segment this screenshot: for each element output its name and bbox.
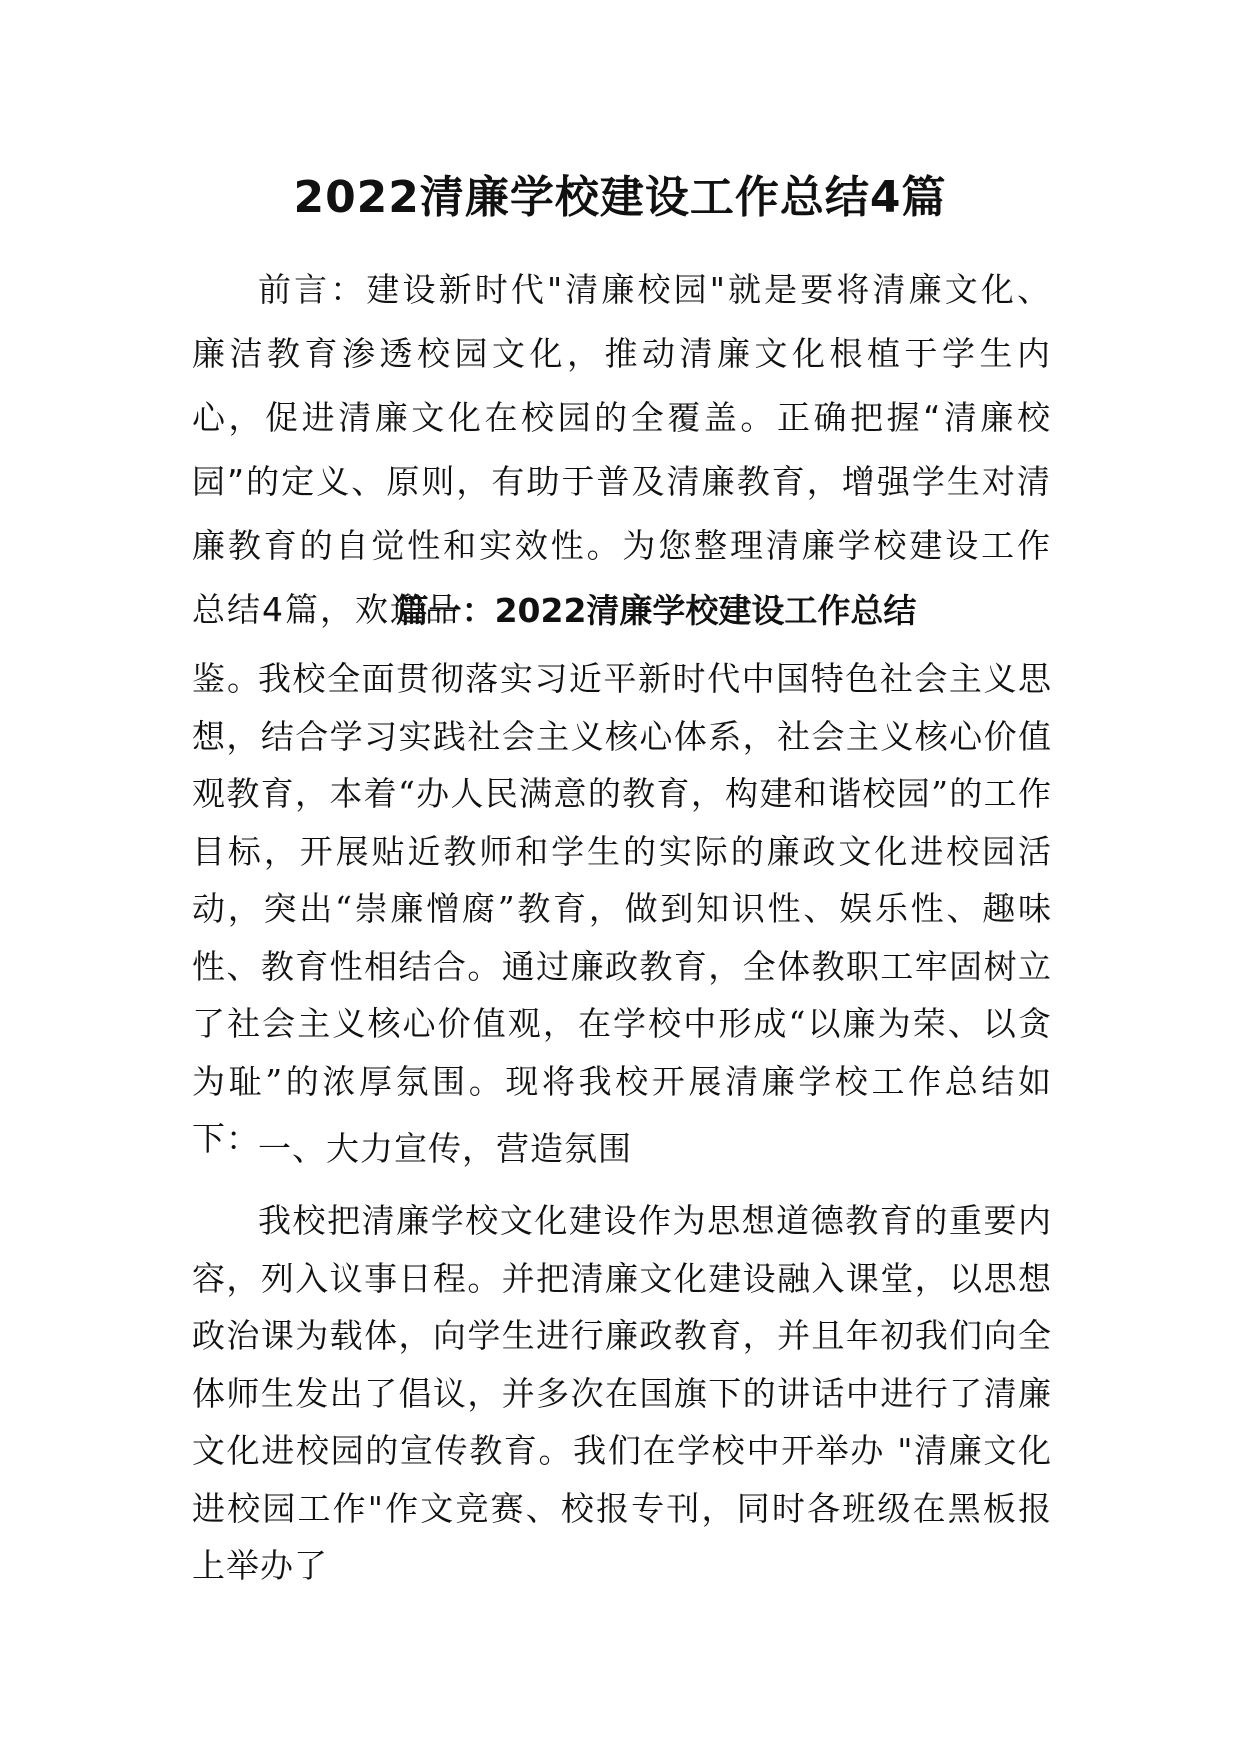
body-paragraph-2: 我校把清廉学校文化建设作为思想道德教育的重要内容，列入议事日程。并把清廉文化建设融入课堂，以思想政治课为载体，向学生进行廉政教育，并且年初我们向全体师生发出了倡议，并多次在国旗下的讲话中进行了清廉文化进校园的宣传教育。我们在学校中开举办 "清廉文化进校园工作"作文竞赛、校报专刊，同时各班级在黑板报上举办了 xyxy=(192,1201,1052,1585)
preface-last-line: 鉴。 xyxy=(192,659,262,698)
section-heading: 篇一：2022清廉学校建设工作总结 xyxy=(395,591,917,630)
body-paragraph-1: 我校全面贯彻落实习近平新时代中国特色社会主义思想，结合学习实践社会主义核心体系，社会主义核心价值观教育，本着“办人民满意的教育，构建和谐校园”的工作目标，开展贴近教师和学生的实际的廉政文化进校园活动，突出“崇廉憎腐”教育，做到知识性、娱乐性、趣味性、教育性相结合。通过廉政教育，全体教职工牢固树立了社会主义核心价值观，在学校中形成“以廉为荣、以贪为耻”的浓厚氛围。现将我校开展清廉学校工作总结如下： xyxy=(192,659,1052,1158)
preface-text: 前言：建设新时代"清廉校园"就是要将清廉文化、廉洁教育渗透校园文化，推动清廉文化根植于学生内心，促进清廉文化在校园的全覆盖。正确把握“清廉校园”的定义、原则，有助于普及清廉教育，增强学生对清廉教育的自觉性和实效性。为您整理清廉学校建设工作总结4篇，欢迎品 xyxy=(192,270,1052,629)
sub-heading-1: 一、大力宣传，营造氛围 xyxy=(258,1129,632,1168)
document-title: 2022清廉学校建设工作总结4篇 xyxy=(293,172,947,223)
